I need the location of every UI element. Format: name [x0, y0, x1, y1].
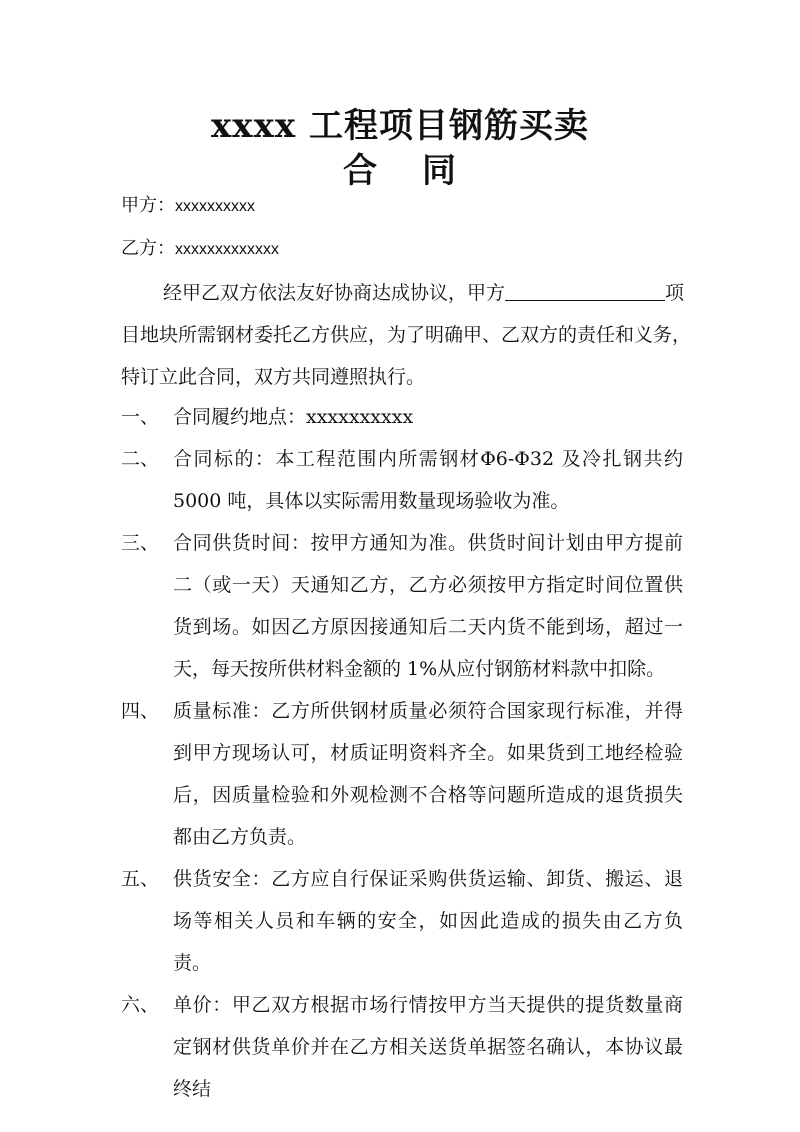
clause-text: 合同标的：本工程范围内所需钢材Φ6-Φ32 及冷扎钢共约 5000 吨，具体以实际需用数量现场验收为准。 — [173, 448, 683, 512]
clause-text: 合同履约地点：xxxxxxxxxx — [173, 406, 414, 428]
clause-number: 五、 — [121, 868, 160, 890]
clause-list — [121, 396, 683, 1110]
clause-text: 质量标准：乙方所供钢材质量必须符合国家现行标准，并得到甲方现场认可，材质证明资料齐全。如果货到工地经检验后，因质量检验和外观检测不合格等问题所造成的退货损失都由乙方负责。 — [173, 700, 683, 848]
clause-number: 二、 — [121, 448, 160, 470]
intro-line-1 — [121, 272, 685, 314]
intro-text-1: 经甲乙双方依法友好协商达成协议，甲方 — [163, 282, 506, 304]
subtitle-char-1: 合 — [343, 151, 378, 191]
clause-text: 供货安全：乙方应自行保证采购供货运输、卸货、搬运、退场等相关人员和车辆的安全，如因此造成的损失由乙方负责。 — [173, 868, 683, 974]
intro-line-3: 特订立此合同，双方共同遵照执行。 — [121, 366, 426, 388]
party-a — [121, 191, 255, 217]
party-b — [121, 234, 279, 260]
clause-number: 六、 — [121, 994, 160, 1016]
clause-item — [121, 438, 683, 522]
clause-item — [121, 396, 683, 438]
party-a-blank-line — [505, 280, 665, 301]
intro-paragraph — [121, 272, 692, 398]
intro-text-2: 项 — [665, 282, 685, 304]
clause-item — [121, 522, 683, 690]
party-a-value: xxxxxxxxxx — [175, 198, 255, 215]
clause-number: 三、 — [121, 532, 160, 554]
party-a-label: 甲方： — [121, 195, 175, 216]
clause-item — [121, 690, 683, 858]
clause-text: 单价：甲乙双方根据市场行情按甲方当天提供的提货数量商定钢材供货单价并在乙方相关送货单据签名确认，本协议最终结 — [173, 994, 683, 1100]
clause-text: 合同供货时间：按甲方通知为准。供货时间计划由甲方提前二（或一天）天通知乙方，乙方必须按甲方指定时间位置供货到场。如因乙方原因接通知后二天内货不能到场，超过一天，每天按所供材料金额的 1%从应付钢筋材料款中扣除。 — [173, 532, 683, 680]
party-b-value: xxxxxxxxxxxxx — [175, 241, 279, 258]
contract-subtitle — [0, 143, 800, 192]
subtitle-char-2: 同 — [422, 151, 457, 191]
clause-item — [121, 984, 683, 1110]
intro-line-2: 目地块所需钢材委托乙方供应，为了明确甲、乙双方的责任和义务， — [121, 324, 692, 346]
party-b-label: 乙方： — [121, 238, 175, 259]
clause-number: 四、 — [121, 700, 160, 722]
clause-number: 一、 — [121, 406, 160, 428]
contract-title: xxxx 工程项目钢筋买卖 — [211, 106, 589, 146]
clause-item — [121, 858, 683, 984]
